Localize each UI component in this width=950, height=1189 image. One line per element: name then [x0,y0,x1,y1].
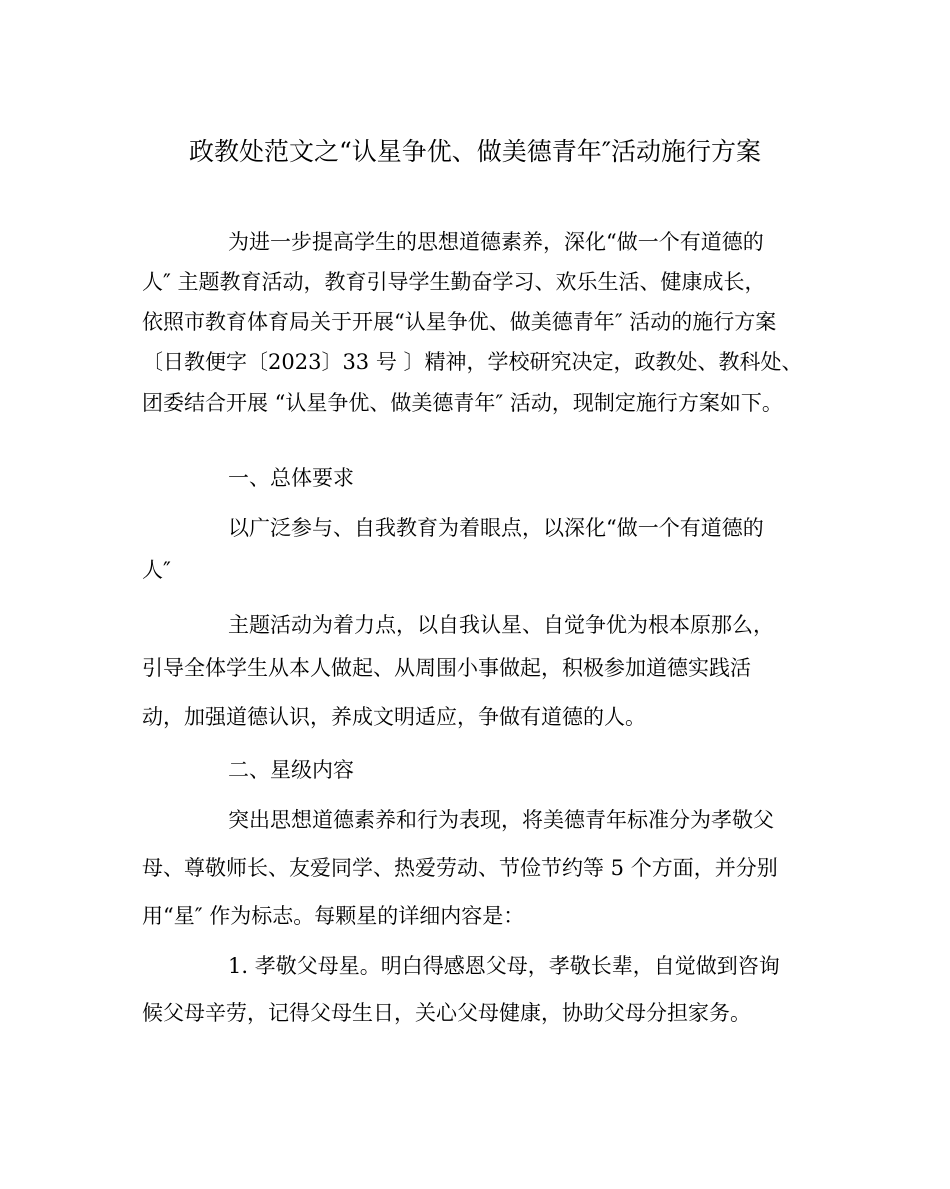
paragraph-line: 用“星″ 作为标志。每颗星的详细内容是： [142,904,525,928]
section-heading: 二、星级内容 [228,758,354,782]
paragraph-line: 以广泛参与、自我教育为着眼点，以深化“做一个有道德的 [228,516,764,540]
paragraph-line: 为进一步提高学生的思想道德素养，深化“做一个有道德的 [228,230,764,254]
paragraph-line: 突出思想道德素养和行为表现，将美德青年标准分为孝敬父 [228,808,774,832]
paragraph-line: 主题活动为着力点，以自我认星、自觉争优为根本原那么， [228,613,774,637]
paragraph-line: 人″ 主题教育活动，教育引导学生勤奋学习、欢乐生活、健康成长， [142,270,766,294]
paragraph-line: 人″ [142,558,171,582]
paragraph-line: 动，加强道德认识，养成文明适应，争做有道德的人。 [142,705,646,729]
paragraph-line: 〔日教便字〔2023〕33 号 〕精神，学校研究决定，政教处、教科处、 [142,350,803,374]
paragraph-line: 团委结合开展 “认星争优、做美德青年″ 活动，现制定施行方案如下。 [142,391,783,415]
paragraph-line: 母、尊敬师长、友爱同学、热爱劳动、节俭节约等 5 个方面，并分别 [142,856,778,880]
paragraph-line: 1. 孝敬父母星。明白得感恩父母，孝敬长辈，自觉做到咨询 [228,954,780,978]
paragraph-line: 引导全体学生从本人做起、从周围小事做起，积极参加道德实践活 [142,656,751,680]
section-heading: 一、总体要求 [228,466,354,490]
paragraph-line: 依照市教育体育局关于开展“认星争优、做美德青年″ 活动的施行方案 [142,310,777,334]
paragraph-line: 候父母辛劳，记得父母生日，关心父母健康，协助父母分担家务。 [142,1001,751,1025]
document-title: 政教处范文之“认星争优、做美德青年″活动施行方案 [188,137,762,166]
